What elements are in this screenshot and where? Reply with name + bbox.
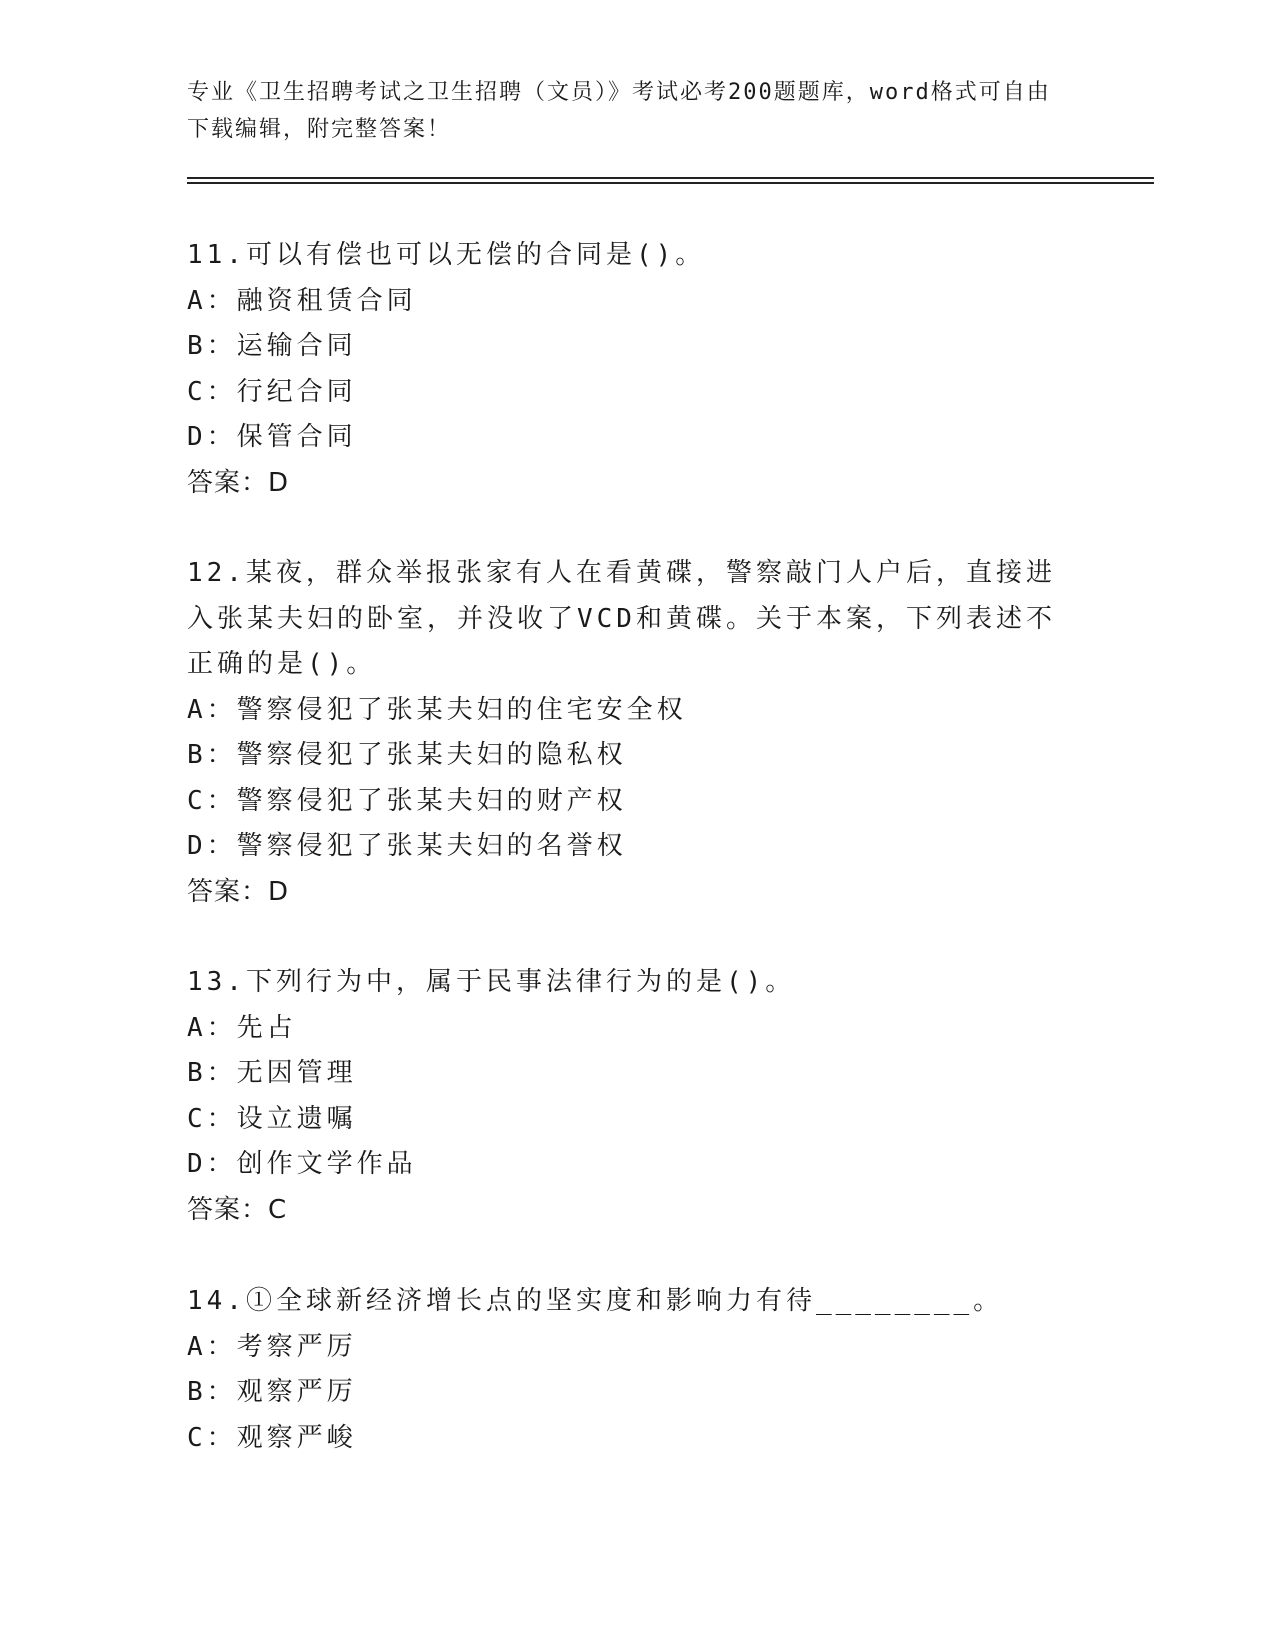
answer-line: 答案：D: [187, 467, 290, 498]
question-stem: 11.可以有偿也可以无偿的合同是()。: [187, 240, 706, 270]
option-c: C：设立遗嘱: [187, 1103, 357, 1134]
question-stem: 12.某夜，群众举报张家有人在看黄碟，警察敲门人户后，直接进入张某夫妇的卧室，并没收了VCD和黄碟。关于本案，下列表述不正确的是()。: [187, 558, 1056, 679]
option-a: A：考察严厉: [187, 1331, 357, 1362]
option-a: A：警察侵犯了张某夫妇的住宅安全权: [187, 694, 687, 725]
option-b: B：运输合同: [187, 331, 357, 361]
option-d: D：警察侵犯了张某夫妇的名誉权: [187, 831, 627, 861]
document-intro: 专业《卫生招聘考试之卫生招聘（文员）》考试必考200题题库，word格式可自由下载编辑，附完整答案！: [187, 80, 1051, 142]
question-11: [187, 233, 1087, 506]
option-c: C：观察严峻: [187, 1422, 357, 1453]
option-a: A：融资租赁合同: [187, 285, 417, 316]
option-c: C：行纪合同: [187, 376, 357, 407]
header-divider-bottom: [187, 182, 1154, 184]
option-b: B：无因管理: [187, 1058, 357, 1088]
question-14: [187, 1279, 1087, 1461]
option-b: B：观察严厉: [187, 1377, 357, 1407]
answer-line: 答案：D: [187, 876, 290, 907]
answer-line: 答案：C: [187, 1194, 288, 1225]
question-13: [187, 960, 1087, 1233]
option-d: D：创作文学作品: [187, 1149, 417, 1179]
question-stem: 14.①全球新经济增长点的坚实度和影响力有待________。: [187, 1286, 1004, 1316]
header-divider-top: [187, 177, 1154, 179]
option-c: C：警察侵犯了张某夫妇的财产权: [187, 785, 627, 816]
option-d: D：保管合同: [187, 422, 357, 452]
option-b: B：警察侵犯了张某夫妇的隐私权: [187, 740, 627, 770]
question-12: [187, 551, 1087, 915]
question-stem: 13.下列行为中，属于民事法律行为的是()。: [187, 967, 796, 997]
option-a: A：先占: [187, 1012, 297, 1043]
